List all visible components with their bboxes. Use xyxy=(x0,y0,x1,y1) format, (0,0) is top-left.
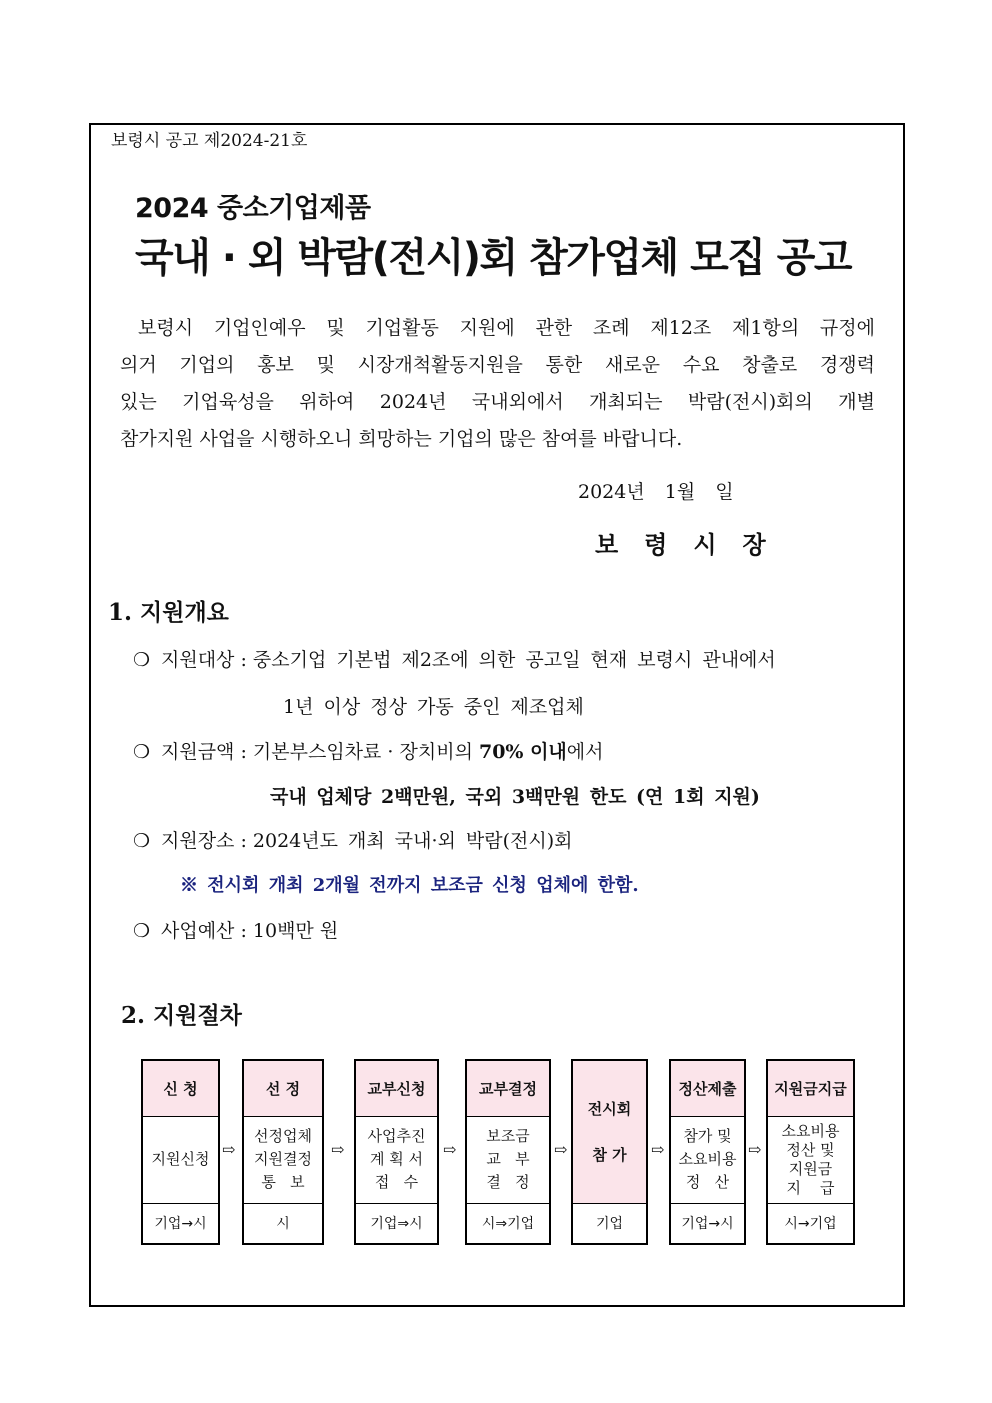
step-body xyxy=(143,1116,218,1204)
title-line-2: 국내 · 외 박람(전시)회 참가업체 모집 공고 xyxy=(135,235,852,281)
step-actor: 시 xyxy=(276,1216,290,1232)
step-grant-decision xyxy=(465,1059,551,1245)
mayor-signature: 보령시장 xyxy=(595,530,792,559)
intro-line-2: 의거 기업의 홍보 및 시장개척활동지원을 통한 새로운 수요 창출로 경쟁력 xyxy=(120,354,875,376)
step-apply xyxy=(141,1059,220,1245)
step-body-line: 지원결정 xyxy=(254,1150,312,1168)
step-body-line: 보조금 xyxy=(486,1127,530,1145)
step-body-line: 지 급 xyxy=(786,1178,835,1197)
step-actor: 기업→시 xyxy=(154,1216,207,1232)
budget-text: 10백만 원 xyxy=(252,920,339,942)
arrow-icon: ⇨ xyxy=(443,1140,457,1159)
support-amount-row xyxy=(133,737,604,764)
step-actor: 기업⇒시 xyxy=(370,1216,423,1232)
step-body xyxy=(467,1116,549,1204)
step-payment xyxy=(766,1059,855,1245)
amount-limit: 국내 업체당 2백만원, 국외 3백만원 한도 (연 1회 지원) xyxy=(270,786,760,808)
step-title: 지원금지급 xyxy=(768,1061,853,1117)
step-body-line: 사업추진 xyxy=(367,1127,426,1145)
step-actor: 시→기업 xyxy=(784,1216,837,1232)
step-body-line: 결 정 xyxy=(486,1173,530,1191)
step-body xyxy=(356,1116,437,1204)
step-exhibition xyxy=(571,1059,648,1245)
amount-highlight: 70% 이내 xyxy=(478,741,567,763)
step-body-line: 지원신청 xyxy=(151,1150,210,1168)
intro-line-3: 있는 기업육성을 위하여 2024년 국내외에서 개최되는 박람(전시)회의 개별 xyxy=(120,391,875,413)
intro-line-1: 보령시 기업인예우 및 기업활동 지원에 관한 조례 제12조 제1항의 규정에 xyxy=(138,317,875,339)
bullet-icon: ❍ xyxy=(133,649,151,671)
step-body xyxy=(244,1116,322,1204)
amount-label: 지원금액 : xyxy=(161,741,247,763)
section-2-heading: 2. 지원절차 xyxy=(121,1002,242,1029)
section-1-heading: 1. 지원개요 xyxy=(108,599,229,626)
step-body-line: 접 수 xyxy=(374,1173,419,1191)
place-text: 2024년도 개최 국내·외 박람(전시)회 xyxy=(252,830,573,852)
step-body-line: 정 산 xyxy=(685,1173,730,1191)
amount-text-c: 에서 xyxy=(566,741,604,763)
step-actor: 기업 xyxy=(595,1216,624,1232)
intro-line-4: 참가지원 사업을 시행하오니 희망하는 기업의 많은 참여를 바랍니다. xyxy=(120,428,683,450)
arrow-icon: ⇨ xyxy=(651,1140,665,1159)
notice-date: 2024년 1월 일 xyxy=(578,481,734,503)
amount-text-a: 기본부스임차료 · 장치비의 xyxy=(252,741,479,763)
step-title: 교부결정 xyxy=(467,1061,549,1117)
bullet-icon: ❍ xyxy=(133,920,151,942)
step-body xyxy=(671,1116,744,1204)
step-title: 교부신청 xyxy=(356,1061,437,1117)
step-title: 신 청 xyxy=(143,1061,218,1117)
step-title xyxy=(573,1061,646,1204)
step-body-line: 교 부 xyxy=(486,1150,530,1168)
target-label: 지원대상 : xyxy=(161,649,247,671)
step-body-line: 소요비용 xyxy=(678,1150,737,1168)
arrow-icon: ⇨ xyxy=(222,1140,236,1159)
bullet-icon: ❍ xyxy=(133,741,151,763)
bullet-icon: ❍ xyxy=(133,830,151,852)
arrow-icon: ⇨ xyxy=(554,1140,568,1159)
notice-number: 보령시 공고 제2024-21호 xyxy=(111,131,308,151)
place-note: ※ 전시회 개최 2개월 전까지 보조금 신청 업체에 한함. xyxy=(180,875,639,896)
step-settlement xyxy=(669,1059,746,1245)
step-body xyxy=(768,1116,853,1204)
arrow-icon: ⇨ xyxy=(331,1140,345,1159)
budget-row xyxy=(133,916,338,943)
step-title: 선 정 xyxy=(244,1061,322,1117)
step-body-line: 지원금 xyxy=(788,1159,833,1178)
step-actor: 기업→시 xyxy=(681,1216,734,1232)
step-select xyxy=(242,1059,324,1245)
intro-paragraph xyxy=(120,310,875,458)
step-body-line: 통 보 xyxy=(261,1173,305,1191)
step-body-line: 소요비용 xyxy=(781,1121,840,1140)
budget-label: 사업예산 : xyxy=(161,920,247,942)
step-grant-apply xyxy=(354,1059,439,1245)
support-place-row xyxy=(133,826,573,853)
step-title-line: 참 가 xyxy=(592,1146,627,1164)
target-text-2: 1년 이상 정상 가동 중인 제조업체 xyxy=(283,696,584,718)
title-line-1: 2024 중소기업제품 xyxy=(135,193,371,224)
step-title-line: 전시회 xyxy=(587,1100,632,1118)
step-body-line: 참가 및 xyxy=(683,1127,732,1145)
step-body-line: 정산 및 xyxy=(786,1140,835,1159)
support-target-row xyxy=(133,645,776,672)
target-text: 중소기업 기본법 제2조에 의한 공고일 현재 보령시 관내에서 xyxy=(252,649,776,671)
step-body-line: 계 획 서 xyxy=(369,1150,423,1168)
step-title: 정산제출 xyxy=(671,1061,744,1117)
place-label: 지원장소 : xyxy=(161,830,247,852)
arrow-icon: ⇨ xyxy=(748,1140,762,1159)
step-actor: 시⇒기업 xyxy=(481,1216,535,1232)
step-body-line: 선정업체 xyxy=(254,1127,312,1145)
